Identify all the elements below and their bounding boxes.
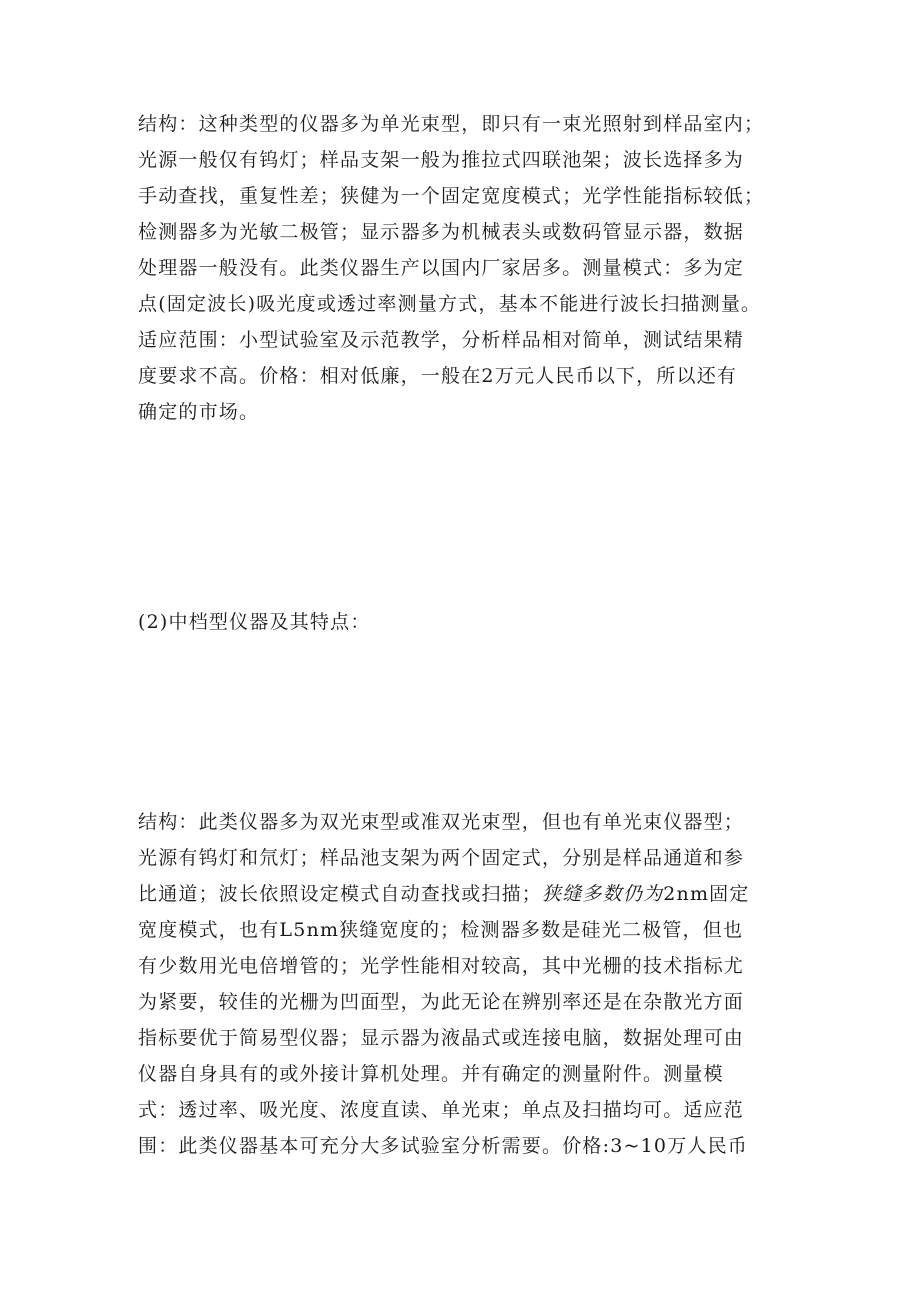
- text-line: 度要求不高。价格：相对低廉，一般在2万元人民币以下，所以还有: [138, 365, 738, 387]
- text-line: 手动查找，重复性差；狭健为一个固定宽度模式；光学性能指标较低；: [138, 185, 765, 207]
- text-line: 结构：此类仪器多为双光束型或准双光束型，但也有单光束仪器型；: [138, 811, 745, 833]
- text-line: 宽度模式，也有L5nm狭缝宽度的；检测器多数是硅光二极管，但也: [138, 919, 744, 941]
- text-line: 处理器一般没有。此类仪器生产以国内厂家居多。测量模式：多为定: [138, 257, 745, 279]
- text-line: 结构：这种类型的仪器多为单光束型，即只有一束光照射到样品室内；: [138, 113, 765, 135]
- text-segment: 2nm固定: [663, 883, 750, 905]
- text-line: 检测器多为光敏二极管；显示器多为机械表头或数码管显示器，数据: [138, 221, 745, 243]
- text-line: 确定的市场。: [138, 401, 260, 423]
- text-line: 式：透过率、吸光度、浓度直读、单光束；单点及扫描均可。适应范: [138, 1099, 745, 1121]
- text-line: 为紧要，较佳的光栅为凹面型，为此无论在辨别率还是在杂散光方面: [138, 991, 745, 1013]
- text-line: 适应范围：小型试验室及示范教学，分析样品相对简单，测试结果精: [138, 329, 745, 351]
- text-line: 光源有钨灯和氘灯；样品池支架为两个固定式，分别是样品通道和参: [138, 847, 745, 869]
- text-line: 有少数用光电倍增管的；光学性能相对较高，其中光栅的技术指标尤: [138, 955, 745, 977]
- section-heading: (2)中档型仪器及其特点：: [138, 611, 371, 633]
- text-line: 光源一般仅有钨灯；样品支架一般为推拉式四联池架；波长选择多为: [138, 149, 745, 171]
- text-line: 点(固定波长)吸光度或透过率测量方式，基本不能进行波长扫描测量。: [138, 293, 762, 315]
- text-line: [138, 882, 750, 906]
- text-line: 围：此类仪器基本可充分大多试验室分析需要。价格:3~10万人民币: [138, 1135, 748, 1157]
- text-segment: 比通道；波长依照设定模式自动查找或扫描；: [138, 883, 543, 905]
- text-line: 指标要优于简易型仪器；显示器为液晶式或连接电脑，数据处理可由: [138, 1027, 745, 1049]
- italic-text-segment: 狭缝多数仍为: [542, 883, 664, 905]
- text-line: 仪器自身具有的或外接计算机处理。并有确定的测量附件。测量模: [138, 1063, 724, 1085]
